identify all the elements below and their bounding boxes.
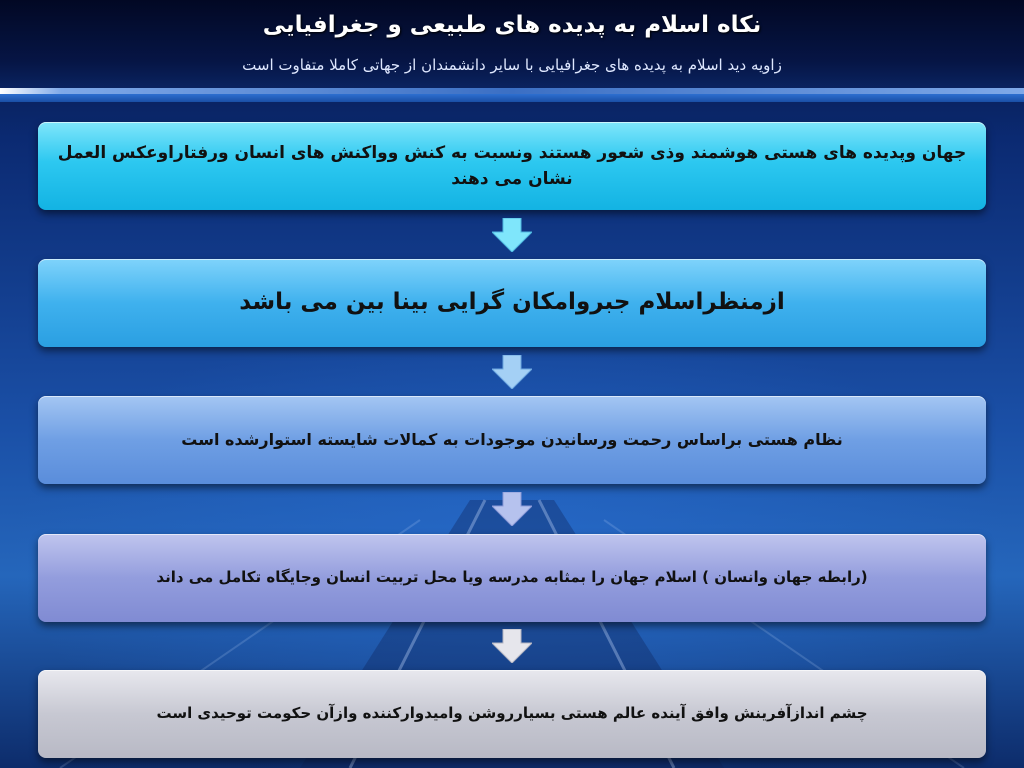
flow-step-4	[38, 534, 986, 622]
down-arrow-icon	[492, 218, 532, 252]
slide-header	[0, 0, 1024, 88]
arrow-shape	[492, 629, 532, 663]
down-arrow-icon	[492, 355, 532, 389]
flow-step-3-text: نظام هستی براساس رحمت ورسانیدن موجودات به کمالات شایسته استوارشده است	[181, 429, 843, 449]
slide-subtitle: زاویه دید اسلام به پدیده های جغرافیایی با سایر دانشمندان از جهاتی کاملا متفاوت است	[242, 56, 782, 74]
flow-step-1	[38, 122, 986, 210]
down-arrow-icon	[492, 492, 532, 526]
slide-title: نکاه اسلام به پدیده های طبیعی و جغرافیایی	[262, 12, 762, 38]
flow-step-5-text: چشم اندازآفرینش وافق آینده عالم هستی بسیارروشن وامیدوارکننده وازآن حکومت توحیدی است	[156, 704, 868, 723]
arrow-shape	[492, 355, 532, 389]
arrow-shape	[492, 218, 532, 252]
flow-step-1-text: جهان وپدیده های هستی هوشمند وذی شعور هستند ونسبت به کنش وواکنش های انسان ورفتاراوعکس العمل نشان می دهند	[57, 142, 967, 189]
down-arrow-icon	[492, 629, 532, 663]
flow-step-4-text: (رابطه جهان وانسان ) اسلام جهان را بمثابه مدرسه ویا محل تربیت انسان وجایگاه تکامل می داند	[156, 568, 868, 587]
arrow-shape	[492, 492, 532, 526]
header-divider-lower	[0, 94, 1024, 102]
flow-step-5	[38, 670, 986, 758]
flow-step-3	[38, 396, 986, 484]
flow-step-2-text: ازمنظراسلام جبروامکان گرایی بینا بین می باشد	[239, 289, 785, 316]
flow-step-2	[38, 259, 986, 347]
